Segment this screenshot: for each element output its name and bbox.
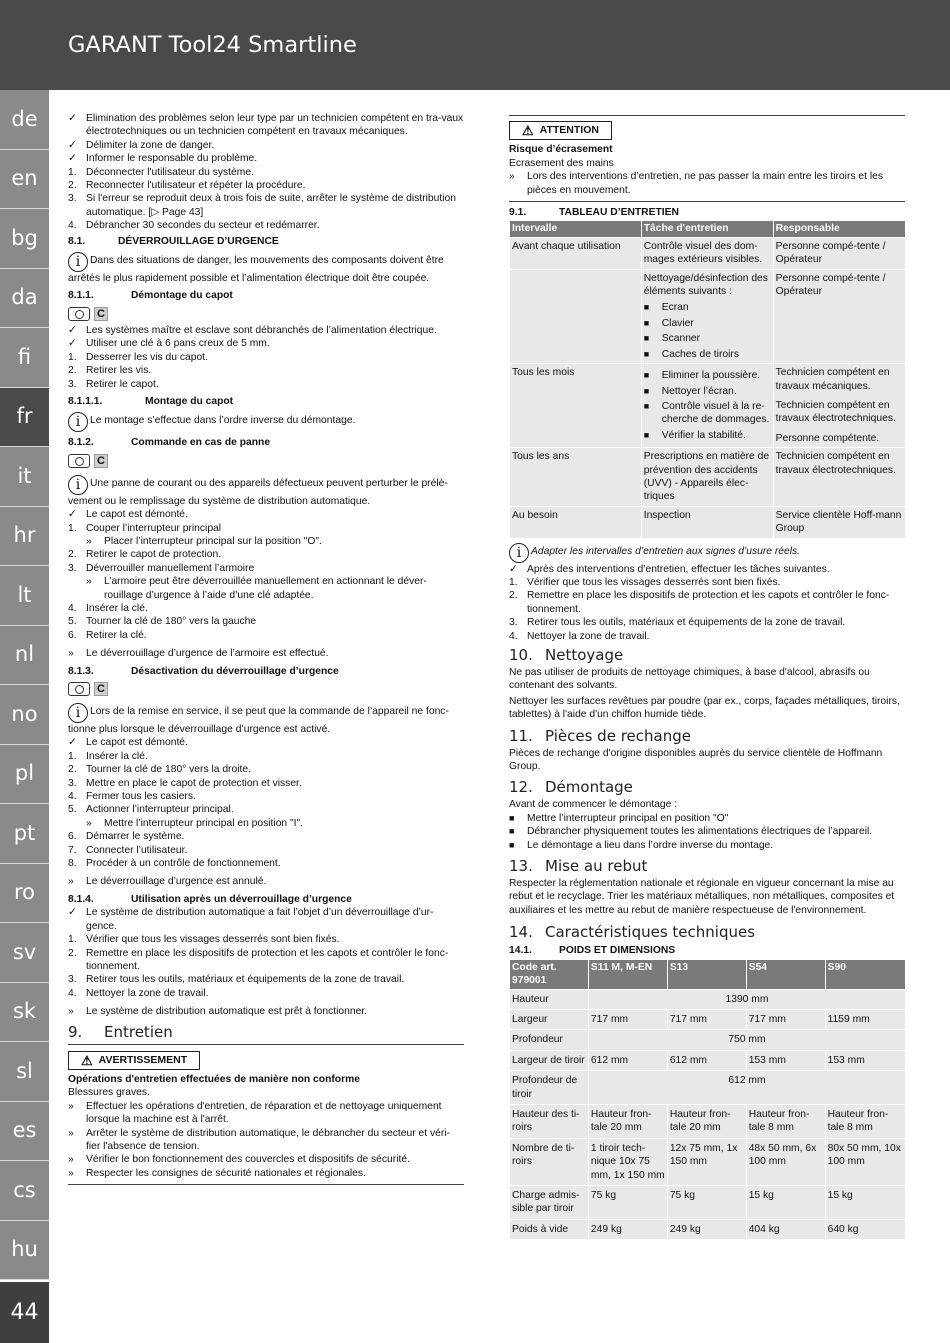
table-row: Nombre de ti-roirs 1 tiroir tech-nique 10x 75 mm, 1x 150 mm 12x 75 mm, 1x 150 mm 48x 50 mm, 6x 100 mm 80x 50 mm, 10x 100 mm [510, 1138, 906, 1185]
table-header: Intervalle [510, 221, 642, 237]
tool-icons [68, 307, 464, 321]
list-item: 3. Mettre en place le capot de protection et visser. [68, 777, 302, 789]
lang-tab-pl[interactable]: pl [0, 745, 49, 805]
section-8-1-heading: 8.1. DÉVERROUILLAGE D’URGENCE [68, 235, 279, 247]
warning-list [68, 1100, 464, 1180]
list-item: 2. Tourner la clé de 180° vers la droite. [68, 764, 251, 776]
paragraph: Nettoyer les surfaces revêtues par poudre (par ex., corps, façades métalliques, tiroirs, tablettes) à l'aide d'un chiffon humide tiède. [509, 695, 900, 721]
info-note: i Dans des situations de danger, les mouvements des composants doivent être arrêtés le plus rapidement possible et l’alimentation électrique doit être coupée. [68, 254, 444, 285]
warning-triangle-icon: ⚠ [81, 1052, 93, 1068]
camera-icon [68, 307, 90, 321]
table-header: Tâche d'entretien [641, 221, 773, 237]
right-column [509, 112, 905, 1239]
list-item: 1. Insérer la clé. [68, 750, 148, 762]
lang-tab-fi[interactable]: fi [0, 328, 49, 388]
steps-list [68, 324, 464, 391]
section-11-heading: 11. Pièces de rechange [509, 726, 691, 745]
warning-title: Opérations d'entretien effectuées de manière non conforme [68, 1073, 360, 1085]
section-13-heading: 13. Mise au rebut [509, 857, 648, 876]
list-item: ✓ Informer le responsable du problème. [68, 153, 258, 165]
attention-box [509, 115, 905, 202]
section-10-heading: 10. Nettoyage [509, 646, 624, 664]
table-header: Code art. 979001 [510, 960, 589, 989]
list-item: » L’armoire peut être déverrouillée manuellement en actionnant le déver-rouillage d’urgence à l’aide d’une clé adaptée. [86, 576, 427, 601]
table-row: Tous les ans Prescriptions en matière de prévention des accidents (UVV) - Appareils élec-triques Technicien compétent en travaux électrotechniques. [510, 448, 906, 507]
table-header: S11 M, M-EN [588, 960, 667, 989]
info-note: i Le montage s’effectue dans l’ordre inverse du démontage. [68, 408, 464, 432]
table-row: Largeur 717 mm 717 mm 717 mm 1159 mm [510, 1009, 906, 1029]
table-row: Profondeur de tiroir 612 mm [510, 1071, 906, 1105]
list-item: 3. Retirer tous les outils, matériaux et équipements de la zone de travail. [68, 974, 405, 986]
list-item: ■ Mettre l’interrupteur principal en position "O" [509, 812, 729, 824]
list-item: ✓ Le capot est démonté. [68, 737, 188, 749]
list-item: 3. Déverrouiller manuellement l’armoire [68, 562, 255, 574]
key-icon: C [94, 454, 108, 468]
list-item: ✓ Après des interventions d’entretien, effectuer les tâches suivantes. [509, 563, 830, 575]
warning-label: ⚠ AVERTISSEMENT [68, 1051, 200, 1070]
list-item: ✓ Les systèmes maître et esclave sont débranchés de l’alimentation électrique. [68, 324, 437, 336]
list-item: 1. Déconnecter l'utilisateur du système. [68, 166, 254, 178]
list-item: 1. Vérifier que tous les vissages desserrés sont bien fixés. [509, 576, 781, 588]
list-item: 1. Desserrer les vis du capot. [68, 351, 208, 363]
section-8-1-1-heading: 8.1.1. Démontage du capot [68, 290, 233, 302]
list-item: 5. Actionner l’interrupteur principal. [68, 804, 234, 816]
key-icon: C [94, 682, 108, 696]
left-column [68, 112, 464, 1189]
lang-tab-sk[interactable]: sk [0, 983, 49, 1043]
lang-tab-es[interactable]: es [0, 1102, 49, 1162]
table-row: Largeur de tiroir 612 mm 612 mm 153 mm 153 mm [510, 1050, 906, 1070]
table-row: Avant chaque utilisation Contrôle visuel des dom-mages extérieurs visibles. Personne compé-tente / Opérateur [510, 237, 906, 269]
list-item: 2. Retirer le capot de protection. [68, 549, 222, 561]
maintenance-table [509, 221, 905, 537]
list-item: » Placer l’interrupteur principal sur la position "O". [86, 535, 322, 547]
lang-tab-bg[interactable]: bg [0, 209, 49, 269]
lang-tab-lt[interactable]: lt [0, 566, 49, 626]
intro-list [68, 112, 464, 233]
list-item: 3. Retirer tous les outils, matériaux et équipements de la zone de travail. [509, 617, 846, 629]
lang-tab-it[interactable]: it [0, 447, 49, 507]
list-item: » Respecter les consignes de sécurité nationales et régionales. [68, 1167, 366, 1179]
camera-icon [68, 682, 90, 696]
table-row: Hauteur 1390 mm [510, 989, 906, 1009]
section-8-1-3-heading: 8.1.3. Désactivation du déverrouillage d’urgence [68, 665, 339, 677]
list-item: 7. Connecter l’utilisateur. [68, 844, 188, 856]
camera-icon [68, 454, 90, 468]
attention-item: » Lors des interventions d’entretien, ne pas passer la main entre les tiroirs et les pièces en mouvement. [509, 171, 883, 196]
attention-subtitle: Ecrasement des mains [509, 157, 614, 169]
list-item: 6. Démarrer le système. [68, 831, 185, 843]
tool-icons [68, 682, 464, 696]
list-item: 2. Remettre en place les dispositifs de protection et les capots et contrôler le fonc-tionnement. [68, 947, 449, 972]
paragraph: Avant de commencer le démontage : [509, 799, 678, 811]
list-item: » Arrêter le système de distribution automatique, le débrancher du secteur et véri-fier l'absence de tension. [68, 1127, 451, 1152]
attention-title: Risque d’écrasement [509, 144, 613, 156]
list-item: ■ Le démontage a lieu dans l’ordre inverse du montage. [509, 839, 774, 851]
table-row: Poids à vide 249 kg 249 kg 404 kg 640 kg [510, 1219, 906, 1239]
paragraph: Pièces de rechange d'origine disponibles auprès du service clientèle de Hoffmann Group. [509, 747, 883, 773]
list-item: 4. Débrancher 30 secondes du secteur et redémarrer. [68, 220, 320, 232]
list-item: 4. Nettoyer la zone de travail. [68, 987, 209, 999]
paragraph: Ne pas utiliser de produits de nettoyage chimiques, à base d'alcool, abrasifs ou contenant des solvants. [509, 667, 870, 692]
steps-list [68, 906, 464, 1000]
section-8-1-1-1-heading: 8.1.1.1. Montage du capot [68, 395, 234, 407]
bullet-list [509, 812, 905, 852]
warning-triangle-icon: ⚠ [522, 123, 534, 138]
section-8-1-4-heading: 8.1.4. Utilisation après un déverrouillage d’urgence [68, 893, 352, 905]
list-item: » Vérifier le bon fonctionnement des couvercles et dispositifs de sécurité. [68, 1154, 410, 1166]
lang-tab-de[interactable]: de [0, 90, 49, 150]
table-row: Hauteur des ti-roirs Hauteur fron-tale 20 mm Hauteur fron-tale 20 mm Hauteur fron-tale 8 mm Hauteur fron-tale 8 mm [510, 1104, 906, 1138]
table-row: Nettoyage/désinfection des éléments suivants : ■ Ecran ■ Clavier ■ Scanner ■ Caches de tiroirs Personne compé-tente / Opérateur [510, 269, 906, 363]
info-note: i Lors de la remise en service, il se peut que la commande de l’appareil ne fonc-tionne plus lorsque le déverrouillage d’urgence est activé. [68, 705, 449, 735]
list-item: ■ Débrancher physiquement toutes les alimentations électriques de l’appareil. [509, 826, 873, 838]
result-line: » Le déverrouillage d’urgence de l’armoire est effectué. [68, 648, 329, 660]
warning-box [68, 1048, 464, 1186]
lang-tab-pt[interactable]: pt [0, 804, 49, 864]
list-item: 1. Vérifier que tous les vissages desserrés sont bien fixés. [68, 934, 340, 946]
page-header [0, 0, 950, 90]
lang-tab-sl[interactable]: sl [0, 1042, 49, 1102]
list-item: 2. Retirer les vis. [68, 365, 152, 377]
info-note: i Une panne de courant ou des appareils défectueux peuvent perturber le prélè-vement ou le remplissage du système de distribution automatique. [68, 476, 448, 507]
list-item: 1. Couper l’interrupteur principal [68, 522, 222, 534]
list-item: 5. Tourner la clé de 180° vers la gauche [68, 616, 257, 628]
info-icon: i [509, 543, 529, 563]
lang-tab-en[interactable]: en [0, 150, 49, 210]
section-14-1-heading: 14.1. POIDS ET DIMENSIONS [509, 945, 676, 957]
list-item: ✓ Délimiter la zone de danger. [68, 139, 215, 151]
page-number: 44 [0, 1282, 49, 1343]
list-item: 2. Reconnecter l'utilisateur et répéter la procédure. [68, 180, 306, 192]
list-item: » Mettre l’interrupteur principal en position "I". [86, 817, 304, 829]
list-item: ✓ Utiliser une clé à 6 pans creux de 5 mm. [68, 338, 270, 350]
info-icon: i [68, 475, 88, 495]
dimensions-table [509, 960, 905, 1240]
info-icon: i [68, 252, 88, 272]
table-header: S13 [667, 960, 746, 989]
section-12-heading: 12. Démontage [509, 778, 633, 797]
list-item: 4. Nettoyer la zone de travail. [509, 630, 650, 642]
info-note: i Adapter les intervalles d’entretien aux signes d’usure réels. [509, 538, 905, 563]
section-14-heading: 14. Caractéristiques techniques [509, 923, 756, 942]
result-line: » Le déverrouillage d’urgence est annulé. [68, 876, 267, 888]
key-icon: C [94, 307, 108, 321]
table-row: Profondeur 750 mm [510, 1030, 906, 1050]
list-item: 3. Retirer le capot. [68, 378, 159, 390]
list-item: 4. Insérer la clé. [68, 602, 148, 614]
lang-tab-sv[interactable]: sv [0, 923, 49, 983]
table-header: Responsable [773, 221, 905, 237]
steps-list [509, 563, 905, 643]
tool-icons [68, 454, 464, 468]
lang-tab-ro[interactable]: ro [0, 864, 49, 924]
lang-tab-no[interactable]: no [0, 685, 49, 745]
list-item: 4. Fermer tous les casiers. [68, 791, 196, 803]
info-icon: i [68, 703, 88, 723]
language-sidebar [0, 90, 49, 1280]
lang-tab-hr[interactable]: hr [0, 507, 49, 567]
table-header: S54 [746, 960, 825, 989]
info-icon: i [68, 412, 88, 432]
lang-tab-cs[interactable]: cs [0, 1161, 49, 1221]
table-row: Au besoin Inspection Service clientèle Hoff-mann Group [510, 506, 906, 537]
table-row: Charge admis-sible par tiroir 75 kg 75 kg 15 kg 15 kg [510, 1185, 906, 1219]
lang-tab-da[interactable]: da [0, 269, 49, 329]
list-item: » Effectuer les opérations d'entretien, de réparation et de nettoyage uniquement lorsque la machine est à l'arrêt. [68, 1100, 442, 1126]
lang-tab-nl[interactable]: nl [0, 626, 49, 686]
attention-label: ⚠ ATTENTION [509, 121, 612, 140]
paragraph: Respecter la réglementation nationale et régionale en vigueur concernant la mise au rebut et le recyclage. Trier les matériaux métalliques, non métalliques, composites et auxiliaires et les mettre au rebut de manière respectueuse de l'environnement. [509, 878, 895, 916]
document-title: GARANT Tool24 Smartline [68, 32, 357, 58]
table-row: Tous les mois ■ Eliminer la poussière. ■ Nettoyer l’écran. ■ Contrôle visuel à la re-cherche de dommages. ■ Vérifier la stabilité. Technicien compétent en travaux mécaniques. Technicien compétent en travaux électrotechniques. Personne compétente. [510, 364, 906, 448]
list-item: ✓ Le système de distribution automatique a fait l’objet d’un déverrouillage d’ur-gence. [68, 907, 434, 932]
section-9-1-heading: 9.1. TABLEAU D’ENTRETIEN [509, 207, 679, 219]
list-item: 8. Procéder à un contrôle de fonctionnement. [68, 858, 281, 870]
list-item: 2. Remettre en place les dispositifs de protection et les capots et contrôler le fonc-tionnement. [509, 590, 890, 615]
lang-tab-fr[interactable]: fr [0, 388, 49, 448]
warning-subtitle: Blessures graves. [68, 1087, 150, 1099]
result-line: » Le système de distribution automatique est prêt à fonctionner. [68, 1006, 368, 1018]
list-item: 3. Si l'erreur se reproduit deux à trois fois de suite, arrêter le système de distribution automatique. [▷ Page 43] [68, 193, 456, 218]
list-item: ✓ Elimination des problèmes selon leur type par un technicien compétent en tra-vaux électrotechniques ou un technicien compétent en travaux mécaniques. [68, 113, 464, 138]
list-item: ✓ Le capot est démonté. [68, 509, 188, 521]
list-item: 6. Retirer la clé. [68, 629, 147, 641]
steps-list [68, 508, 464, 642]
section-8-1-2-heading: 8.1.2. Commande en cas de panne [68, 437, 271, 449]
table-header: S90 [825, 960, 905, 989]
section-9-heading: 9. Entretien [68, 1022, 464, 1045]
steps-list [68, 736, 464, 870]
lang-tab-hu[interactable]: hu [0, 1221, 49, 1281]
